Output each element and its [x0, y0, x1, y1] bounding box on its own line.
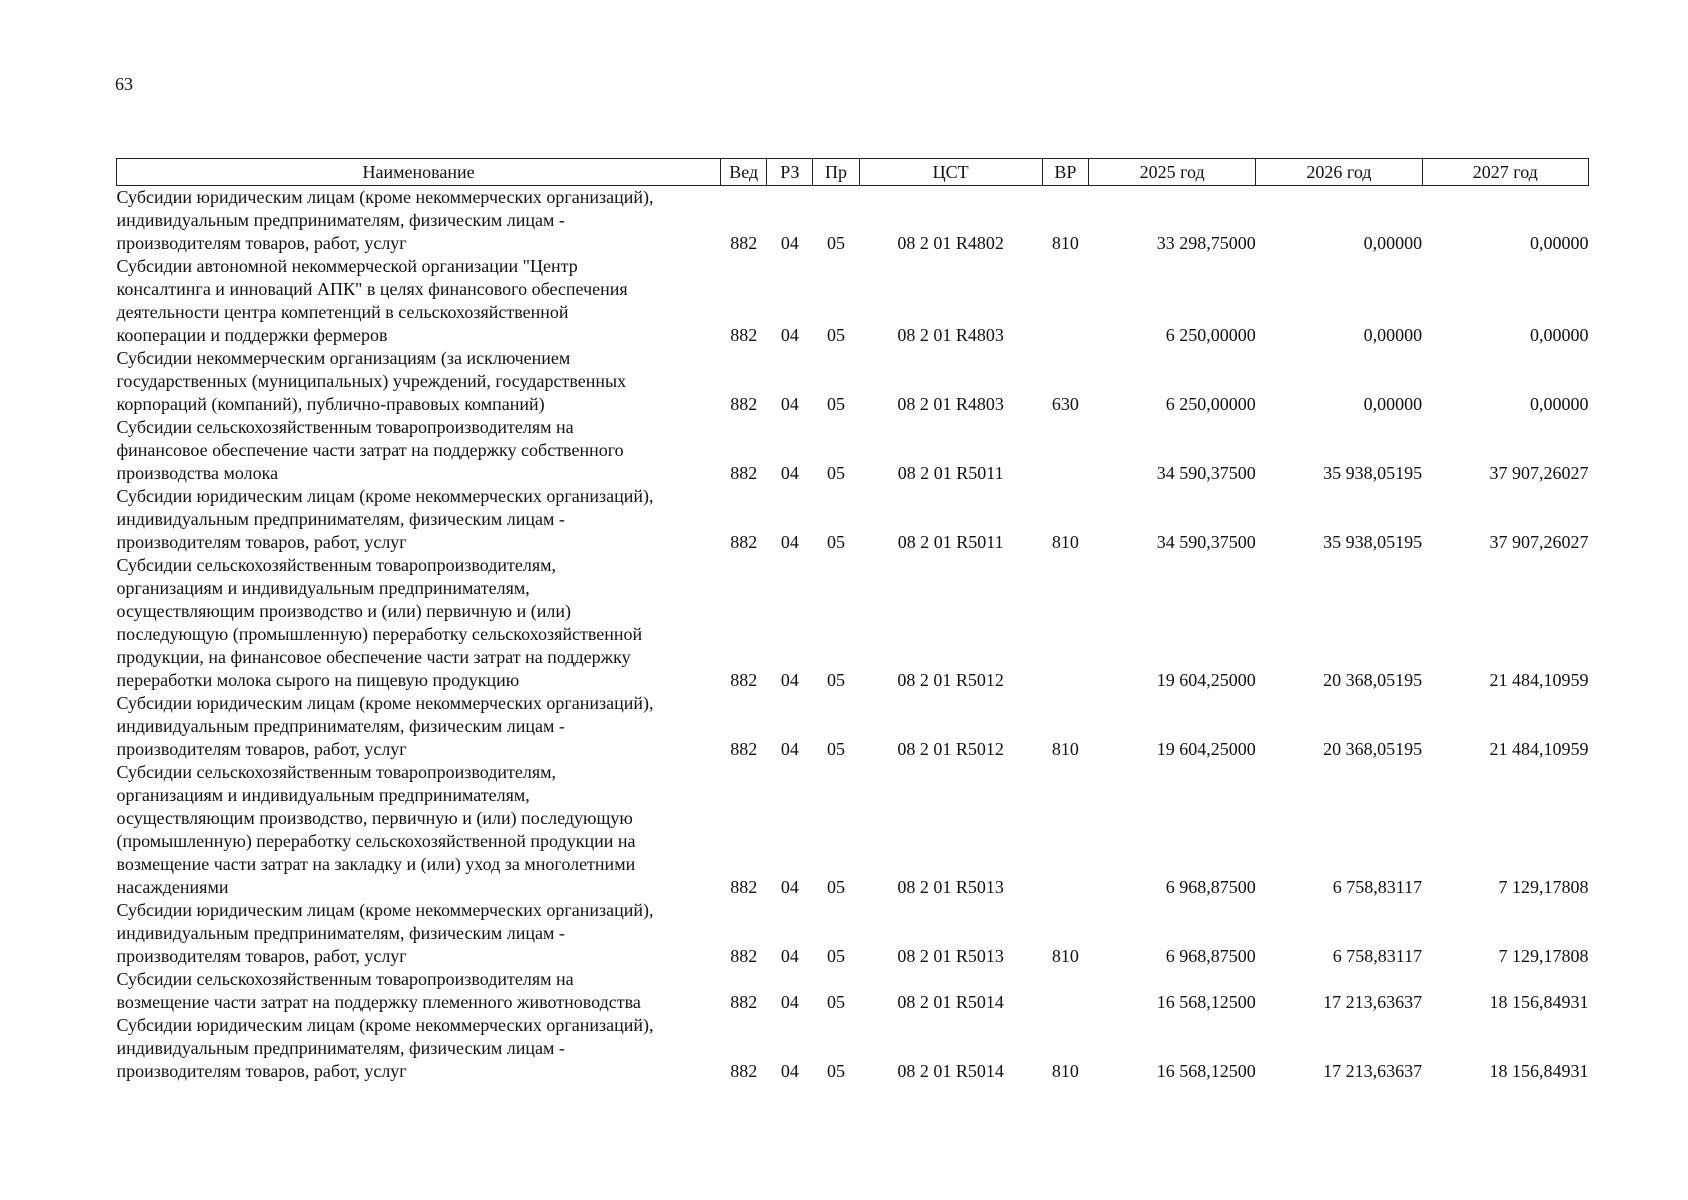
table-row: [117, 968, 1589, 1014]
row-amount-2025: 19 604,25000: [1156, 670, 1256, 690]
table-row: [117, 485, 1589, 554]
row-vr: [1042, 416, 1088, 485]
row-amount-2027: 0,00000: [1530, 233, 1589, 253]
row-cst: 08 2 01 R5013: [897, 946, 1004, 966]
row-pr: 05: [826, 992, 845, 1012]
row-amount-2025: 6 968,87500: [1165, 946, 1256, 966]
row-name: Субсидии сельскохозяйственным товаропроизводителям на финансовое обеспечение части затрат на поддержку собственного производства молока: [116, 417, 624, 483]
row-rz: 04: [780, 1061, 799, 1081]
row-amount-2026: 0,00000: [1363, 394, 1423, 414]
table-row: [117, 347, 1589, 416]
row-rz: 04: [780, 992, 799, 1012]
row-amount-2027: 7 129,17808: [1498, 877, 1589, 897]
row-amount-2025: 6 250,00000: [1165, 325, 1256, 345]
header-rz: РЗ: [767, 159, 813, 186]
row-amount-2025: 34 590,37500: [1156, 463, 1256, 483]
row-cst: 08 2 01 R4802: [897, 233, 1004, 253]
row-name: Субсидии юридическим лицам (кроме некоммерческих организаций), индивидуальным предпринимателям, физическим лицам - производителям товаров, работ, услуг: [116, 1015, 654, 1081]
row-amount-2026: 35 938,05195: [1323, 463, 1423, 483]
table-row: [117, 416, 1589, 485]
row-pr: 05: [826, 670, 845, 690]
row-pr: 05: [826, 325, 845, 345]
header-cst: ЦСТ: [859, 159, 1042, 186]
row-amount-2026: 6 758,83117: [1332, 946, 1423, 966]
row-ved: 882: [730, 463, 758, 483]
row-pr: 05: [826, 1061, 845, 1081]
row-amount-2027: 7 129,17808: [1498, 946, 1589, 966]
row-ved: 882: [730, 946, 758, 966]
row-ved: 882: [730, 394, 758, 414]
row-amount-2025: 16 568,12500: [1156, 992, 1256, 1012]
row-amount-2025: 33 298,75000: [1156, 233, 1256, 253]
table-row: [117, 1014, 1589, 1083]
row-vr: 810: [1051, 946, 1079, 966]
row-cst: 08 2 01 R5012: [897, 670, 1004, 690]
row-amount-2026: 0,00000: [1363, 325, 1423, 345]
row-name: Субсидии юридическим лицам (кроме некоммерческих организаций), индивидуальным предпринимателям, физическим лицам - производителям товаров, работ, услуг: [116, 486, 654, 552]
page-number: 63: [115, 74, 133, 94]
row-name: Субсидии юридическим лицам (кроме некоммерческих организаций), индивидуальным предпринимателям, физическим лицам - производителям товаров, работ, услуг: [116, 187, 654, 253]
row-pr: 05: [826, 532, 845, 552]
row-ved: 882: [730, 992, 758, 1012]
row-cst: 08 2 01 R5013: [897, 877, 1004, 897]
budget-table: [116, 158, 1589, 1083]
row-ved: 882: [730, 325, 758, 345]
row-pr: 05: [826, 463, 845, 483]
row-rz: 04: [780, 463, 799, 483]
row-vr: 810: [1051, 532, 1079, 552]
row-amount-2027: 37 907,26027: [1489, 463, 1589, 483]
row-amount-2027: 0,00000: [1530, 325, 1589, 345]
row-vr: [1042, 968, 1088, 1014]
row-cst: 08 2 01 R4803: [897, 394, 1004, 414]
row-vr: 810: [1051, 233, 1079, 253]
header-pr: Пр: [813, 159, 859, 186]
row-pr: 05: [826, 946, 845, 966]
row-rz: 04: [780, 233, 799, 253]
row-amount-2026: 17 213,63637: [1323, 992, 1423, 1012]
row-amount-2025: 6 968,87500: [1165, 877, 1256, 897]
row-name: Субсидии юридическим лицам (кроме некоммерческих организаций), индивидуальным предпринимателям, физическим лицам - производителям товаров, работ, услуг: [116, 693, 654, 759]
row-vr: 810: [1051, 739, 1079, 759]
table-body: [117, 186, 1589, 1084]
row-vr: [1042, 761, 1088, 899]
header-2025: 2025 год: [1088, 159, 1255, 186]
row-ved: 882: [730, 532, 758, 552]
row-amount-2025: 6 250,00000: [1165, 394, 1256, 414]
row-name: Субсидии некоммерческим организациям (за исключением государственных (муниципальных) учреждений, государственных корпораций (компаний), публично-правовых компаний): [116, 348, 627, 414]
table-header: [117, 159, 1589, 186]
row-rz: 04: [780, 877, 799, 897]
row-pr: 05: [826, 394, 845, 414]
row-amount-2026: 20 368,05195: [1323, 670, 1423, 690]
row-rz: 04: [780, 946, 799, 966]
table-row: [117, 186, 1589, 256]
row-pr: 05: [826, 233, 845, 253]
row-ved: 882: [730, 233, 758, 253]
row-rz: 04: [780, 325, 799, 345]
row-amount-2025: 19 604,25000: [1156, 739, 1256, 759]
row-amount-2027: 18 156,84931: [1489, 992, 1589, 1012]
row-amount-2025: 16 568,12500: [1156, 1061, 1256, 1081]
row-amount-2027: 21 484,10959: [1489, 670, 1589, 690]
row-amount-2026: 0,00000: [1363, 233, 1423, 253]
row-name: Субсидии сельскохозяйственным товаропроизводителям, организациям и индивидуальным предпринимателям, осуществляющим производство, первичную и (или) последующую (промышленную) переработку сельскохозяйственной продукции на возмещение части затрат на закладку и (или) уход за многолетними насаждениями: [116, 762, 636, 897]
table-row: [117, 692, 1589, 761]
row-pr: 05: [826, 739, 845, 759]
row-vr: [1042, 554, 1088, 692]
row-vr: [1042, 255, 1088, 347]
row-name: Субсидии сельскохозяйственным товаропроизводителям, организациям и индивидуальным предпринимателям, осуществляющим производство и (или) первичную и (или) последующую (промышленную) переработку сельскохозяйственной продукции, на финансовое обеспечение части затрат на поддержку переработки молока сырого на пищевую продукцию: [116, 555, 643, 690]
row-ved: 882: [730, 1061, 758, 1081]
row-ved: 882: [730, 670, 758, 690]
row-rz: 04: [780, 670, 799, 690]
row-ved: 882: [730, 877, 758, 897]
row-name: Субсидии сельскохозяйственным товаропроизводителям на возмещение части затрат на поддержку племенного животноводства: [116, 969, 641, 1012]
row-cst: 08 2 01 R5011: [897, 532, 1004, 552]
row-rz: 04: [780, 532, 799, 552]
row-amount-2027: 0,00000: [1530, 394, 1589, 414]
header-ved: Вед: [721, 159, 767, 186]
row-cst: 08 2 01 R5014: [897, 1061, 1004, 1081]
row-name: Субсидии юридическим лицам (кроме некоммерческих организаций), индивидуальным предпринимателям, физическим лицам - производителям товаров, работ, услуг: [116, 900, 654, 966]
row-amount-2027: 21 484,10959: [1489, 739, 1589, 759]
table-row: [117, 761, 1589, 899]
row-rz: 04: [780, 739, 799, 759]
header-name: Наименование: [117, 159, 721, 186]
row-cst: 08 2 01 R4803: [897, 325, 1004, 345]
row-ved: 882: [730, 739, 758, 759]
row-rz: 04: [780, 394, 799, 414]
row-cst: 08 2 01 R5011: [897, 463, 1004, 483]
header-2027: 2027 год: [1422, 159, 1588, 186]
row-cst: 08 2 01 R5014: [897, 992, 1004, 1012]
row-amount-2025: 34 590,37500: [1156, 532, 1256, 552]
row-pr: 05: [826, 877, 845, 897]
row-vr: 810: [1051, 1061, 1079, 1081]
row-cst: 08 2 01 R5012: [897, 739, 1004, 759]
table-row: [117, 554, 1589, 692]
row-amount-2026: 17 213,63637: [1323, 1061, 1423, 1081]
row-name: Субсидии автономной некоммерческой организации "Центр консалтинга и инноваций АПК" в целях финансового обеспечения деятельности центра компетенций в сельскохозяйственной кооперации и поддержки фермеров: [116, 256, 628, 345]
header-2026: 2026 год: [1256, 159, 1422, 186]
row-amount-2027: 18 156,84931: [1489, 1061, 1589, 1081]
row-amount-2026: 20 368,05195: [1323, 739, 1423, 759]
row-vr: 630: [1051, 394, 1079, 414]
header-vr: ВР: [1042, 159, 1088, 186]
table-row: [117, 899, 1589, 968]
table-row: [117, 255, 1589, 347]
row-amount-2027: 37 907,26027: [1489, 532, 1589, 552]
row-amount-2026: 6 758,83117: [1332, 877, 1423, 897]
row-amount-2026: 35 938,05195: [1323, 532, 1423, 552]
